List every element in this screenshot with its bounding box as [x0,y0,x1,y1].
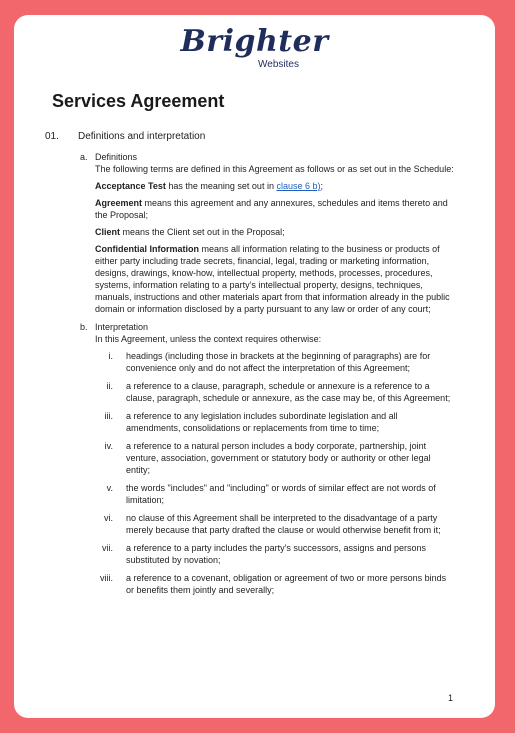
subsection-title: Interpretation [95,322,149,332]
definition-term: Agreement [95,198,143,208]
list-item-text: the words "includes" and "including" or words of similar effect are not words of limitation; [126,483,436,505]
subsection-title: Definitions [95,152,138,162]
definition-confidential-information [95,243,455,315]
list-item-text: a reference to a covenant, obligation or agreement of two or more persons binds or benefits them jointly and severally; [126,573,447,595]
list-item-number: vi. [104,513,113,523]
list-item-number: i. [108,351,113,361]
subsection-interpretation [14,321,495,596]
definition-acceptance-test [95,180,455,192]
page-number: 1 [447,693,453,703]
list-item-text: headings (including those in brackets at the beginning of paragraphs) are for convenience only and do not affect the interpretation of this Agreement; [126,351,431,373]
section-number: 01. [45,131,59,142]
logo-wordmark: Brighter [180,24,329,59]
definition-text: means the Client set out in the Proposal; [120,227,285,237]
section-title: Definitions and interpretation [78,131,206,142]
clause-link[interactable]: clause 6 b) [276,181,321,191]
subsection-letter: b. [80,322,88,332]
list-item-number: vii. [102,543,113,553]
definition-agreement [95,197,455,221]
list-item-text: a reference to any legislation includes subordinate legislation and all amendments, consolidations or replacements from time to time; [126,411,398,433]
list-item [95,572,451,596]
definition-term: Confidential Information [95,244,199,254]
interpretation-list [95,350,455,596]
definition-text: has the meaning set out in [165,181,277,191]
section-heading [14,131,495,145]
definition-text: means this agreement and any annexures, schedules and items thereto and the Proposal; [95,198,448,220]
list-item [95,380,451,404]
page-title: Services Agreement [52,91,225,111]
document-page [14,15,495,718]
list-item-text: a reference to a clause, paragraph, schedule or annexure is a reference to a clause, paragraph, schedule or annexure, as the case may be, of this Agreement; [126,381,451,403]
list-item-text: a reference to a natural person includes a body corporate, partnership, joint venture, association, government or statutory body or authority or other legal entity; [126,441,431,475]
subsection-definitions [14,151,495,315]
logo-subtitle: Websites [258,59,299,70]
definition-text-end: ; [320,181,323,191]
list-item [95,482,451,506]
list-item [95,410,451,434]
definition-text: means all information relating to the business or products of either party including trade secrets, financial, legal, trading or marketing information, designs, drawings, know-how, intellectual property, methods, processes, procedures, systems, information relating to a party’s intellectual property, designs, techniques, manuals, instructions and other materials apart from that information already in the public domain or information disclosed by a party pursuant to any law or order of any court; [95,244,450,314]
list-item-text: no clause of this Agreement shall be interpreted to the disadvantage of a party merely because that party drafted the clause or would otherwise benefit from it; [126,513,441,535]
brand-logo [14,24,495,70]
definitions-intro: The following terms are defined in this Agreement as follows or as set out in the Schedule: [95,164,454,174]
list-item [95,440,451,476]
list-item-number: ii. [106,381,113,391]
definition-client [95,226,455,238]
definition-term: Client [95,227,121,237]
list-item [95,542,451,566]
list-item-text: a reference to a party includes the party’s successors, assigns and persons substituted by novation; [126,543,426,565]
list-item-number: iii. [104,411,113,421]
definition-term: Acceptance Test [95,181,166,191]
list-item-number: v. [106,483,113,493]
document-body [14,131,495,602]
list-item-number: iv. [104,441,113,451]
interpretation-intro: In this Agreement, unless the context requires otherwise: [95,334,322,344]
list-item [95,512,451,536]
list-item [95,350,451,374]
subsection-letter: a. [80,152,88,162]
list-item-number: viii. [100,573,113,583]
